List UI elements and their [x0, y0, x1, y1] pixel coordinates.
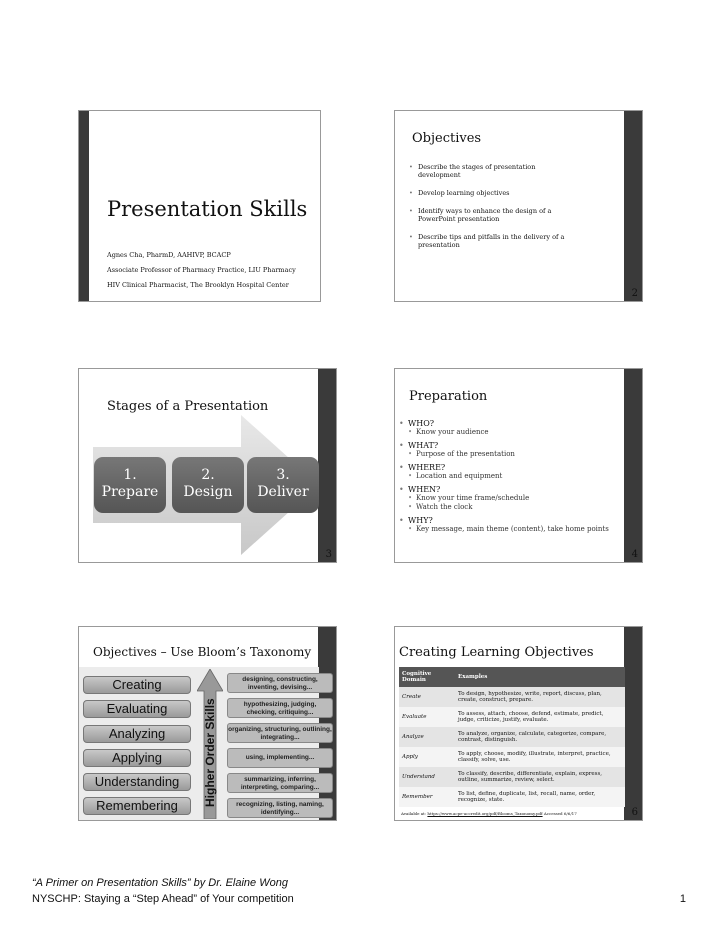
presenter-role: HIV Clinical Pharmacist, The Brooklyn Hospital Center	[107, 281, 289, 289]
slide-1-title	[78, 110, 321, 302]
list-item: • WHEN? • Know your time frame/schedule • Watch the clock	[399, 485, 619, 512]
presenter-info	[107, 248, 296, 293]
slide-title: Preparation	[409, 389, 488, 404]
list-item: • WHO? • Know your audience	[399, 419, 619, 437]
list-item: • Describe tips and pitfalls in the delivery of a presentation	[409, 233, 569, 249]
list-item: • Identify ways to enhance the design of a PowerPoint presentation	[409, 207, 569, 223]
presenter-name: Agnes Cha, PharmD, AAHIVP, BCACP	[107, 251, 231, 259]
list-item: • Describe the stages of presentation development	[409, 163, 569, 179]
table-row: Analyze To analyze, organize, calculate, categorize, compare, contrast, distinguish.	[399, 727, 625, 747]
table-header-row	[399, 667, 625, 687]
slide-title: Objectives – Use Bloom’s Taxonomy	[93, 645, 312, 659]
stage-prepare-box: 1. Prepare	[94, 457, 166, 513]
list-item: • WHY? • Key message, main theme (content), take home points	[399, 516, 619, 534]
stage-design-box: 2. Design	[172, 457, 244, 513]
objectives-table	[399, 667, 625, 807]
slide-accent-bar	[624, 369, 642, 562]
list-item: • WHAT? • Purpose of the presentation	[399, 441, 619, 459]
list-item: • Develop learning objectives	[409, 189, 569, 197]
slide-accent-bar	[624, 111, 642, 301]
level-remembering: Remembering	[83, 797, 191, 815]
examples-remembering: recognizing, listing, naming, identifying...	[227, 798, 333, 818]
level-evaluating: Evaluating	[83, 700, 191, 718]
footer-credit: “A Primer on Presentation Skills” by Dr. Elaine Wong	[32, 877, 288, 889]
column-header: Examples	[455, 667, 625, 687]
level-understanding: Understanding	[83, 773, 191, 791]
table-row: Evaluate To assess, attach, choose, defend, estimate, predict, judge, criticize, justify, evaluate.	[399, 707, 625, 727]
preparation-list	[399, 419, 619, 534]
objectives-list	[409, 163, 569, 249]
table-row: Understand To classify, describe, differentiate, explain, express, outline, summarize, review, select.	[399, 767, 625, 787]
source-citation: Available at: https://www.acpe-accredit.org/pdf/Blooms_Taxonomy.pdf Accessed 6/6/17	[401, 811, 577, 816]
source-link[interactable]: https://www.acpe-accredit.org/pdf/Blooms_Taxonomy.pdf	[427, 811, 543, 816]
slide-accent-bar	[624, 627, 642, 820]
slide-title: Stages of a Presentation	[107, 399, 269, 414]
examples-applying: using, implementing...	[227, 748, 333, 768]
slide-5-blooms	[78, 626, 337, 821]
table-row: Apply To apply, choose, modify, illustrate, interpret, practice, classify, solve, use.	[399, 747, 625, 767]
slide-number: 2	[631, 288, 638, 299]
slide-number: 3	[325, 549, 332, 560]
presenter-role: Associate Professor of Pharmacy Practice, LIU Pharmacy	[107, 266, 296, 274]
page-number: 1	[679, 893, 686, 905]
taxonomy-diagram	[79, 667, 332, 821]
examples-creating: designing, constructing, inventing, devising...	[227, 673, 333, 693]
slide-number: 4	[631, 549, 638, 560]
level-applying: Applying	[83, 749, 191, 767]
arrow-label: Higher Order Skills	[203, 698, 217, 807]
examples-evaluating: hypothesizing, judging, checking, critiquing...	[227, 698, 333, 718]
footer-event: NYSCHP: Staying a “Step Ahead” of Your competition	[32, 893, 294, 905]
table-row: Remember To list, define, duplicate, list, recall, name, order, recognize, state.	[399, 787, 625, 807]
list-item: • WHERE? • Location and equipment	[399, 463, 619, 481]
stage-deliver-box: 3. Deliver	[247, 457, 319, 513]
table-row: Create To design, hypothesize, write, report, discuss, plan, create, construct, prepare.	[399, 687, 625, 707]
slide-number: 6	[631, 807, 638, 818]
slide-3-stages	[78, 368, 337, 563]
level-analyzing: Analyzing	[83, 725, 191, 743]
slide-title: Creating Learning Objectives	[399, 645, 594, 660]
examples-understanding: summarizing, inferring, interpreting, comparing...	[227, 773, 333, 793]
slide-accent-bar	[79, 111, 89, 301]
level-creating: Creating	[83, 676, 191, 694]
slide-accent-bar	[318, 369, 336, 562]
slide-title: Presentation Skills	[107, 197, 308, 221]
slide-6-learning-objectives	[394, 626, 643, 821]
slide-title: Objectives	[412, 131, 482, 146]
slide-2-objectives	[394, 110, 643, 302]
slide-4-preparation	[394, 368, 643, 563]
column-header: Cognitive Domain	[399, 667, 455, 687]
examples-analyzing: organizing, structuring, outlining, integrating...	[227, 723, 333, 743]
